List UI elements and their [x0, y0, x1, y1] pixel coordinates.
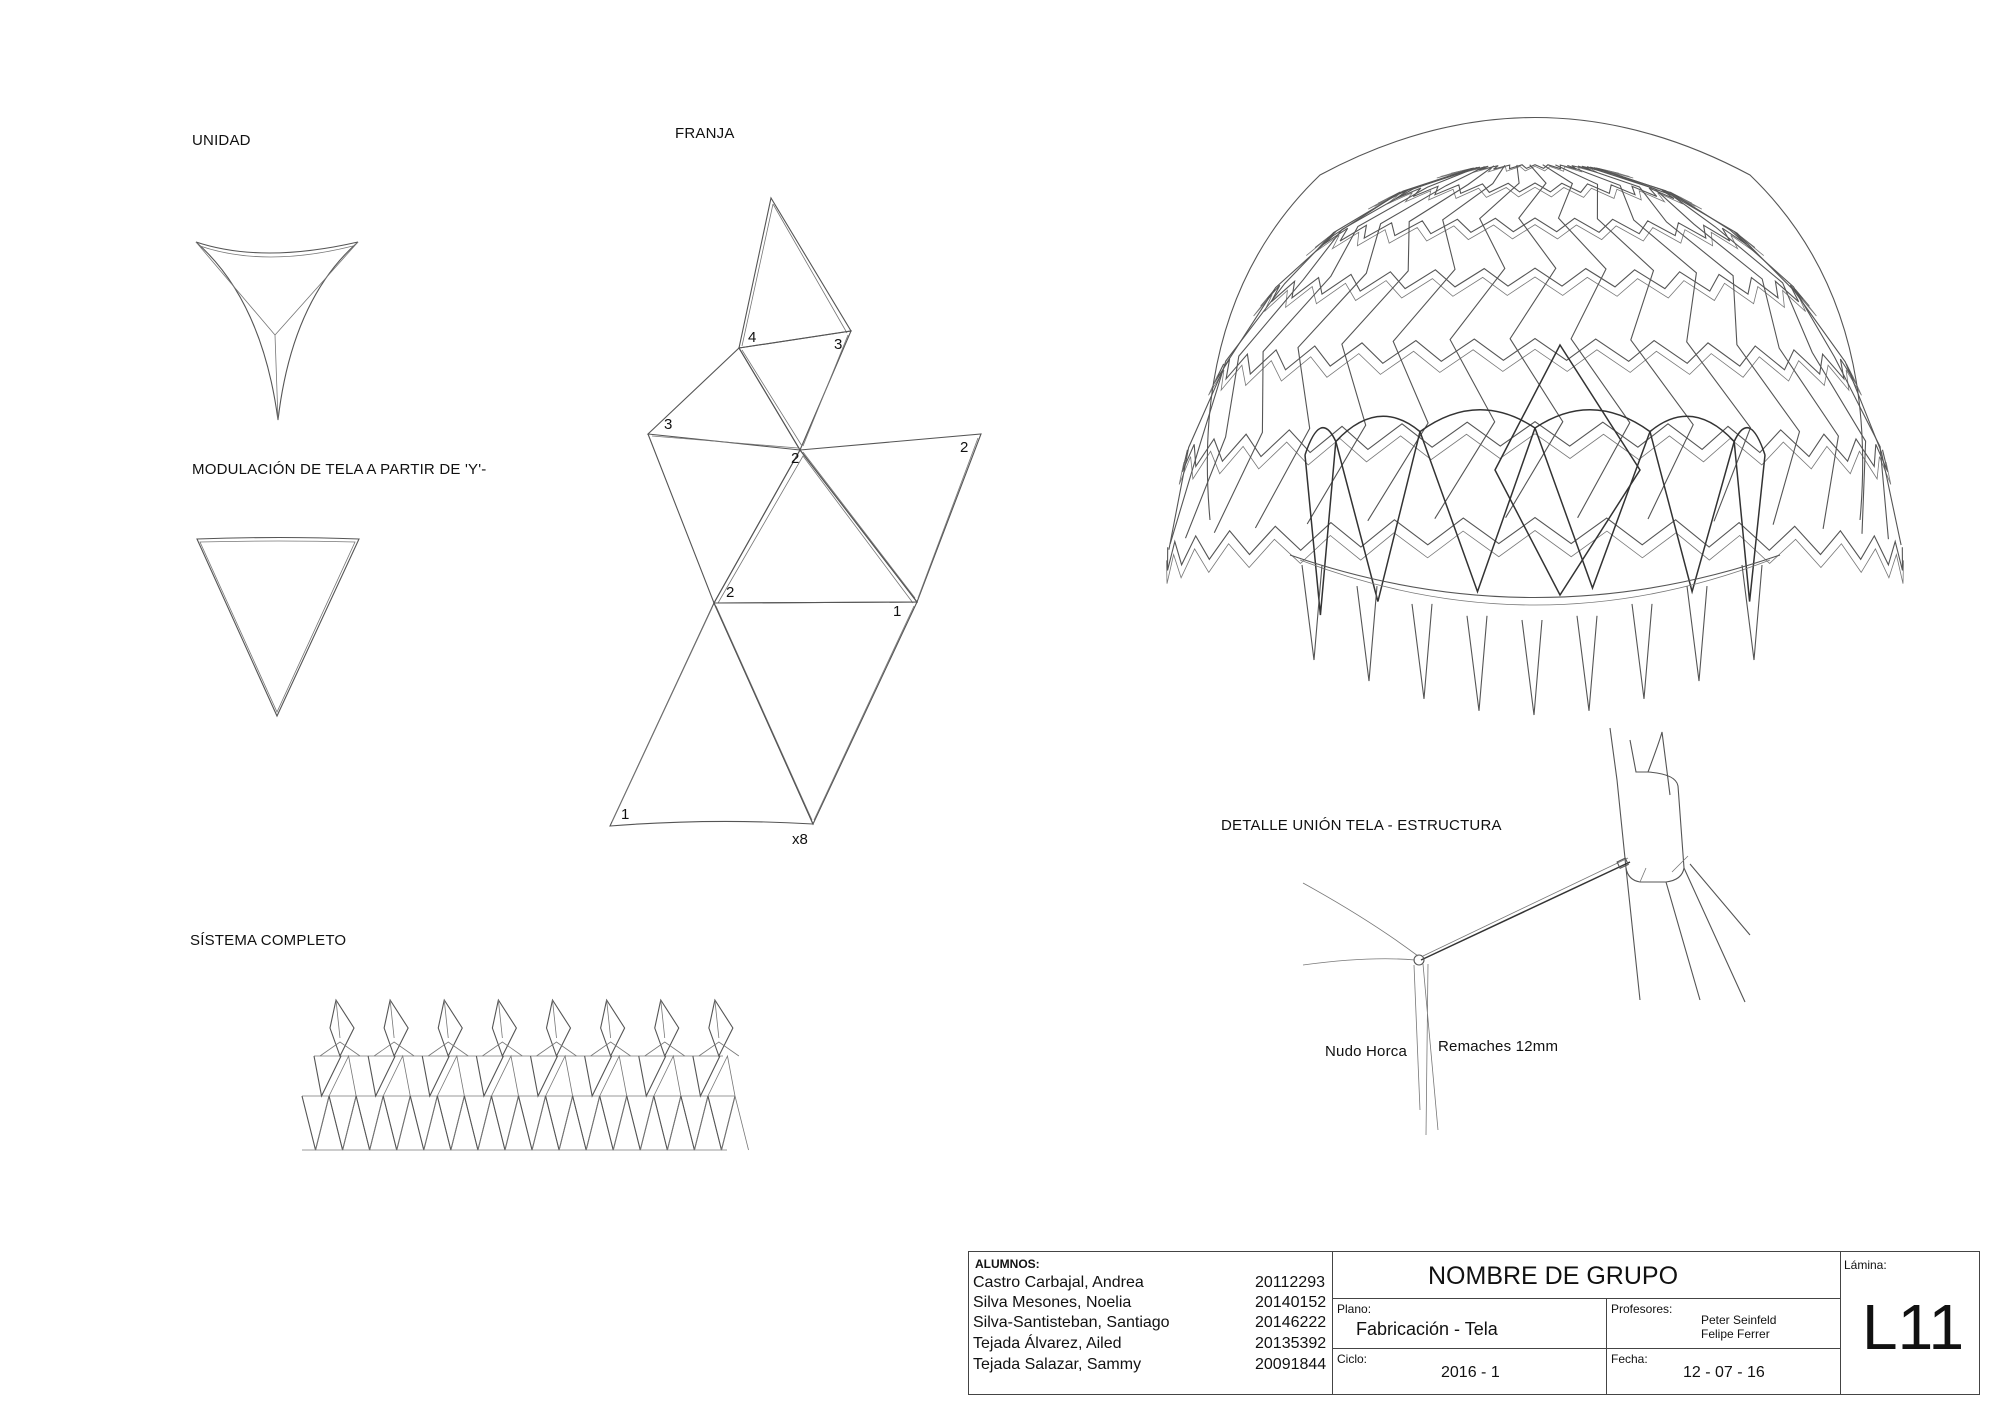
- student-name-5: Tejada Salazar, Sammy: [973, 1356, 1142, 1373]
- dome-ring: [1209, 349, 1862, 395]
- dome-ring: [1167, 531, 1904, 584]
- modulacion-drawing: [197, 538, 359, 717]
- dome-meridian: [1555, 165, 1693, 519]
- system-spike: [591, 1042, 631, 1056]
- system-tri: [654, 1056, 681, 1096]
- system-spike: [709, 1000, 733, 1056]
- system-tri: [613, 1096, 640, 1150]
- student-name-4: Tejada Álvarez, Ailed: [973, 1335, 1122, 1352]
- franja-num-2-right: 2: [960, 439, 969, 456]
- system-tri: [437, 1056, 464, 1096]
- dome-fabric: [1336, 416, 1420, 441]
- system-spike: [384, 1000, 408, 1056]
- dome-structure-drawing: [1167, 118, 1904, 716]
- student-code-1: 20112293: [1255, 1274, 1325, 1291]
- title-block-hline-1: [1332, 1298, 1840, 1299]
- dome-leg: [1302, 565, 1322, 660]
- system-spike: [655, 1000, 679, 1056]
- system-spike: [537, 1042, 577, 1056]
- profesor-1: Peter Seinfeld: [1701, 1313, 1777, 1327]
- system-spike: [492, 1000, 516, 1056]
- system-tri: [585, 1056, 612, 1096]
- system-tri: [451, 1096, 478, 1150]
- system-tri: [383, 1096, 410, 1150]
- system-tri: [640, 1096, 667, 1150]
- modulacion-title: MODULACIÓN DE TELA A PARTIR DE 'Y'-: [192, 461, 487, 478]
- dome-ring: [1315, 218, 1755, 248]
- dome-leg: [1577, 616, 1597, 711]
- dome-leg: [1357, 586, 1377, 681]
- system-tri: [600, 1056, 627, 1096]
- student-code-4: 20135392: [1255, 1335, 1327, 1352]
- title-block-vline-mid: [1606, 1298, 1607, 1395]
- dome-fabric: [1650, 432, 1734, 592]
- system-tri: [639, 1056, 666, 1096]
- system-tri: [476, 1056, 503, 1096]
- sistema-title: SÍSTEMA COMPLETO: [190, 932, 347, 949]
- franja-num-3-top: 3: [834, 336, 843, 353]
- unidad-drawing: [196, 242, 358, 420]
- dome-fabric: [1535, 428, 1650, 588]
- system-spike: [330, 1000, 354, 1056]
- title-block-hline-2: [1332, 1348, 1840, 1349]
- system-tri: [721, 1096, 748, 1150]
- detalle-title: DETALLE UNIÓN TELA - ESTRUCTURA: [1221, 817, 1502, 834]
- plano-label: Plano:: [1337, 1302, 1372, 1316]
- dome-leg: [1467, 616, 1487, 711]
- student-code-5: 20091844: [1255, 1356, 1327, 1373]
- dome-fabric: [1420, 428, 1535, 592]
- remaches-label: Remaches 12mm: [1438, 1038, 1559, 1055]
- system-tri: [314, 1056, 341, 1096]
- system-tri: [505, 1096, 532, 1150]
- ciclo-label: Ciclo:: [1337, 1352, 1368, 1366]
- dome-meridian: [1368, 165, 1505, 521]
- system-tri: [708, 1056, 735, 1096]
- profesor-2: Felipe Ferrer: [1701, 1327, 1770, 1341]
- dome-leg: [1412, 604, 1432, 699]
- franja-num-1-left: 1: [621, 806, 630, 823]
- system-spike: [374, 1042, 414, 1056]
- system-tri: [519, 1096, 546, 1150]
- system-spike: [482, 1042, 522, 1056]
- dome-meridian: [1543, 165, 1630, 518]
- system-tri: [693, 1056, 720, 1096]
- system-tri: [708, 1096, 735, 1150]
- system-tri: [383, 1056, 410, 1096]
- plano-value: Fabricación - Tela: [1356, 1319, 1498, 1339]
- system-tri: [356, 1096, 383, 1150]
- system-tri: [600, 1096, 627, 1150]
- system-tri: [546, 1056, 573, 1096]
- system-tri: [681, 1096, 708, 1150]
- fecha-value: 12 - 07 - 16: [1683, 1364, 1765, 1381]
- system-tri: [329, 1056, 356, 1096]
- system-tri: [464, 1096, 491, 1150]
- dome-meridian: [1601, 170, 1901, 545]
- title-block-divider-1: [1332, 1251, 1333, 1395]
- system-tri: [491, 1096, 518, 1150]
- dome-fabric: [1734, 442, 1765, 602]
- system-spike: [601, 1000, 625, 1056]
- student-code-3: 20146222: [1255, 1314, 1327, 1331]
- dome-meridian: [1506, 165, 1563, 518]
- franja-title: FRANJA: [675, 125, 735, 142]
- system-tri: [302, 1096, 329, 1150]
- fecha-label: Fecha:: [1611, 1352, 1648, 1366]
- dome-meridian: [1170, 169, 1469, 544]
- franja-num-2-mid: 2: [726, 584, 735, 601]
- ciclo-value: 2016 - 1: [1441, 1364, 1500, 1381]
- dome-ring: [1179, 434, 1891, 485]
- system-tri: [424, 1096, 451, 1150]
- system-spike: [438, 1000, 462, 1056]
- dome-fabric: [1420, 410, 1535, 432]
- lamina-label: Lámina:: [1844, 1258, 1887, 1272]
- system-spike: [699, 1042, 739, 1056]
- student-name-3: Silva-Santisteban, Santiago: [973, 1314, 1170, 1331]
- system-tri: [546, 1096, 573, 1150]
- franja-num-2-center: 2: [791, 450, 800, 467]
- student-name-1: Castro Carbajal, Andrea: [973, 1274, 1144, 1291]
- dome-fabric: [1734, 428, 1765, 455]
- system-tri: [573, 1096, 600, 1150]
- system-spike: [428, 1042, 468, 1056]
- system-tri: [316, 1096, 343, 1150]
- franja-num-4: 4: [748, 329, 757, 346]
- system-tri: [532, 1096, 559, 1150]
- dome-meridian: [1186, 168, 1473, 538]
- system-tri: [586, 1096, 613, 1150]
- franja-num-1-right: 1: [893, 603, 902, 620]
- system-tri: [627, 1096, 654, 1150]
- system-spike: [547, 1000, 571, 1056]
- dome-fabric: [1650, 416, 1734, 441]
- system-tri: [559, 1096, 586, 1150]
- dome-leg: [1687, 586, 1707, 681]
- dome-leg: [1522, 620, 1542, 715]
- system-tri: [437, 1096, 464, 1150]
- dome-fabric: [1305, 428, 1336, 455]
- detalle-drawing: [1303, 728, 1750, 1135]
- system-tri: [370, 1096, 397, 1150]
- title-block-divider-lamina: [1840, 1251, 1841, 1395]
- franja-multiplier: x8: [792, 831, 808, 848]
- system-tri: [410, 1096, 437, 1150]
- alumnos-label: ALUMNOS:: [975, 1257, 1040, 1271]
- dome-meridian: [1255, 167, 1484, 528]
- student-code-2: 20140152: [1255, 1294, 1327, 1311]
- group-name: NOMBRE DE GRUPO: [1428, 1262, 1679, 1290]
- system-spike: [320, 1042, 360, 1056]
- system-tri: [694, 1096, 721, 1150]
- unidad-title: UNIDAD: [192, 132, 251, 149]
- system-tri: [491, 1056, 518, 1096]
- system-tri: [667, 1096, 694, 1150]
- system-tri: [531, 1056, 558, 1096]
- system-tri: [654, 1096, 681, 1150]
- system-tri: [397, 1096, 424, 1150]
- system-tri: [343, 1096, 370, 1150]
- system-spike: [645, 1042, 685, 1056]
- system-tri: [368, 1056, 395, 1096]
- dome-ring: [1168, 518, 1903, 571]
- dome-fabric: [1495, 345, 1640, 595]
- system-tri: [422, 1056, 449, 1096]
- system-tri: [329, 1096, 356, 1150]
- sistema-drawing: [302, 1000, 749, 1150]
- lamina-value: L11: [1862, 1291, 1965, 1363]
- dome-leg: [1632, 604, 1652, 699]
- profesores-label: Profesores:: [1611, 1302, 1673, 1316]
- system-tri: [478, 1096, 505, 1150]
- student-name-2: Silva Mesones, Noelia: [973, 1294, 1132, 1311]
- dome-fabric: [1535, 410, 1650, 432]
- franja-drawing: [610, 198, 981, 826]
- dome-meridian: [1587, 167, 1838, 529]
- franja-num-3-left: 3: [664, 416, 673, 433]
- nudo-label: Nudo Horca: [1325, 1043, 1408, 1060]
- dome-meridian: [1435, 165, 1519, 519]
